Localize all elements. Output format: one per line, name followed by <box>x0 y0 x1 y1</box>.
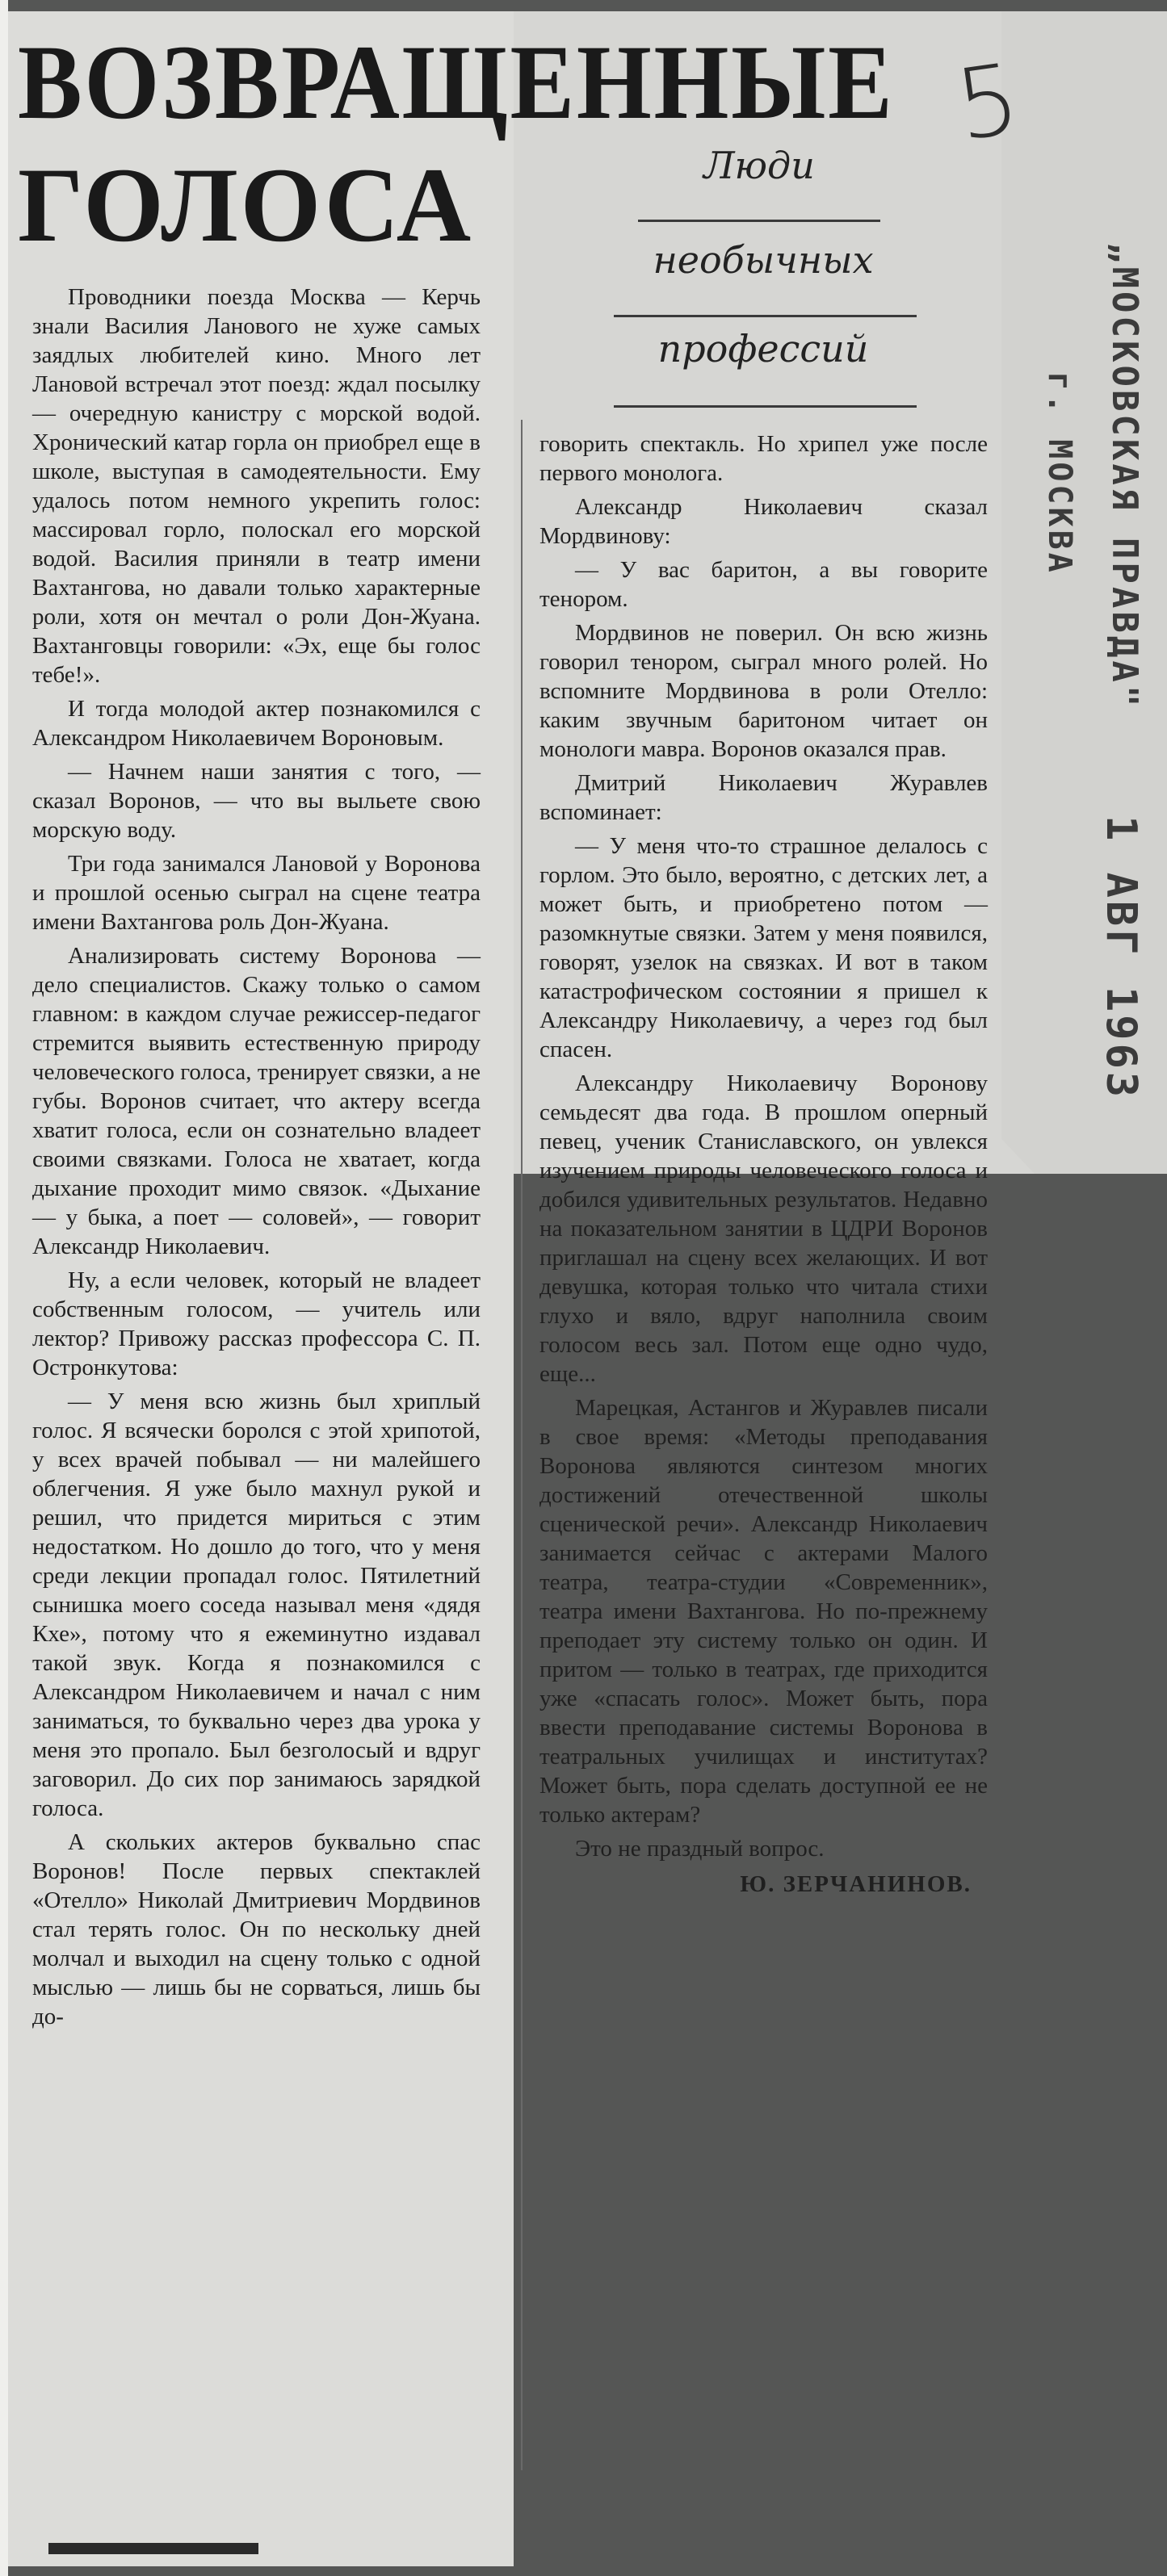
paragraph: Дмитрий Николаевич Журавлев вспоминает: <box>539 770 988 825</box>
paragraph: Проводники поезда Москва — Керчь знали Василия Ланового не хуже самых заядлых любителей кино. Много лет Лановой встречал этот поезд: ждал посылку — очередную канистру с морской водой. Хронический катар горла он приобрел еще в школе, выступая в самодеятельности. Ему удалось потом немного укрепить голос: массировал горло, полоскал его морской водой. Василия приняли в театр имени Вахтангова, но давали только характерные роли, хотя он мечтал о роли Дон-Жуана. Вахтанговцы говорили: «Эх, еще бы голос тебе!». <box>32 284 481 688</box>
rubric-rule-2 <box>614 315 917 317</box>
paragraph: Александру Николаевичу Воронову семьдесят два года. В прошлом оперный певец, ученик Станиславского, он увлекся изучением природы человеческого голоса и добился удивительных результатов. Недавно на показательном занятии в ЦДРИ Воронов приглашал на сцену всех желающих. И вот девушка, которая только что читала стихи глухо и вяло, вдруг наполнила своим голосом весь зал. Потом еще одно чудо, еще... <box>539 1070 988 1387</box>
article-column-left <box>32 283 481 2036</box>
headline-line-1: ВОЗВРАЩЕННЫЕ <box>18 23 895 141</box>
rubric-line-3: профессий <box>657 327 869 371</box>
paragraph: Три года занимался Лановой у Воронова и прошлой осенью сыграл на сцене театра имени Вахтангова роль Дон-Жуана. <box>32 851 481 935</box>
paragraph: Мордвинов не поверил. Он всю жизнь говорил тенором, сыграл много ролей. Но вспомните Мордвинова в роли Отелло: каким звучным баритоном читает он монологи мавра. Воронов оказался прав. <box>539 620 988 762</box>
article-column-right <box>539 429 988 1904</box>
rubric-line-2: необычных <box>653 238 874 282</box>
scan-edge <box>0 0 8 2576</box>
paragraph: Александр Николаевич сказал Мордвинову: <box>539 494 988 549</box>
paragraph: говорить спектакль. Но хрипел уже после первого монолога. <box>539 431 988 486</box>
paragraph: Это не праздный вопрос. <box>575 1836 825 1862</box>
paragraph: — Начнем наши занятия с того, — сказал Воронов, — что вы выльете свою морскую воду. <box>32 759 481 843</box>
paragraph: Анализировать систему Воронова — дело специалистов. Скажу только о самом главном: в каждом случае режиссер-педагог стремится выявить естественную природу человеческого голоса, тренирует связки, а не губы. Воронов считает, что актеру всегда хватит голоса, если он сознательно владеет своими связками. Голоса не хватает, когда дыхание проходит мимо связок. «Дыхание — у быка, а поет — соловей», — говорит Александр Николаевич. <box>32 943 481 1259</box>
rubric-line-1: Люди <box>703 144 815 187</box>
author-signature: Ю. ЗЕРЧАНИНОВ. <box>740 1871 972 1897</box>
headline-line-2: ГОЛОСА <box>18 145 474 264</box>
rubric-rule-1 <box>638 220 880 222</box>
scan-artifact <box>48 2543 258 2554</box>
newspaper-stamp: „МОСКОВСКАЯ ПРАВДА" <box>1104 242 1145 710</box>
paragraph: А скольких актеров буквально спас Воронов! После первых спектаклей «Отелло» Николай Дмитриевич Мордвинов стал терять голос. Он по нескольку дней молчал и выходил на сцену только с одной мыслью — лишь бы не сорваться, лишь бы до- <box>32 1829 481 2029</box>
city-stamp: г. МОСКВА <box>1041 371 1078 576</box>
paragraph: — У вас баритон, а вы говорите тенором. <box>539 557 988 612</box>
paragraph: Марецкая, Астангов и Журавлев писали в свое время: «Методы преподавания Воронова являются синтезом многих достижений отечественной школы сценической речи». Александр Николаевич занимается сейчас с актерами Малого театра, театра-студии «Современник», театра имени Вахтангова. Но по-прежнему преподает эту систему только он один. И притом — только в театрах, где приходится уже «спасать голос». Может быть, пора ввести преподавание системы Воронова в театральных училищах и институтах? Может быть, пора сделать доступной ее не только актерам? <box>539 1395 988 1828</box>
handwritten-number: 5 <box>949 43 1026 163</box>
column-divider <box>521 420 523 2470</box>
paragraph: И тогда молодой актер познакомился с Александром Николаевичем Вороновым. <box>32 696 481 751</box>
rubric-rule-3 <box>614 405 917 408</box>
paragraph: Ну, а если человек, который не владеет собственным голосом, — учитель или лектор? Привожу рассказ профессора С. П. Остронкутова: <box>32 1267 481 1380</box>
date-stamp: 1 АВГ 1963 <box>1097 815 1145 1101</box>
paragraph: — У меня что-то страшное делалось с горлом. Это было, вероятно, с детских лет, а может быть, и приобретено потом — разомкнутые связки. Затем у меня появился, говорят, узелок на связках. И вот в таком катастрофическом состоянии я пришел к Александру Николаевичу, а через год был спасен. <box>539 833 988 1062</box>
paragraph: — У меня всю жизнь был хриплый голос. Я всячески боролся с этой хрипотой, у всех врачей побывал — ни малейшего облегчения. Я уже было махнул рукой и решил, что придется мириться с этим недостатком. Но дошло до того, что у меня среди лекции пропадал голос. Пятилетний сынишка моего соседа называл меня «дядя Кхе», потому что я ежеминутно издавал такой звук. Когда я познакомился с Александром Николаевичем и начал с ним заниматься, то буквально через два урока у меня это пропало. Был безголосый и вдруг заговорил. До сих пор занимаюсь зарядкой голоса. <box>32 1389 481 1821</box>
